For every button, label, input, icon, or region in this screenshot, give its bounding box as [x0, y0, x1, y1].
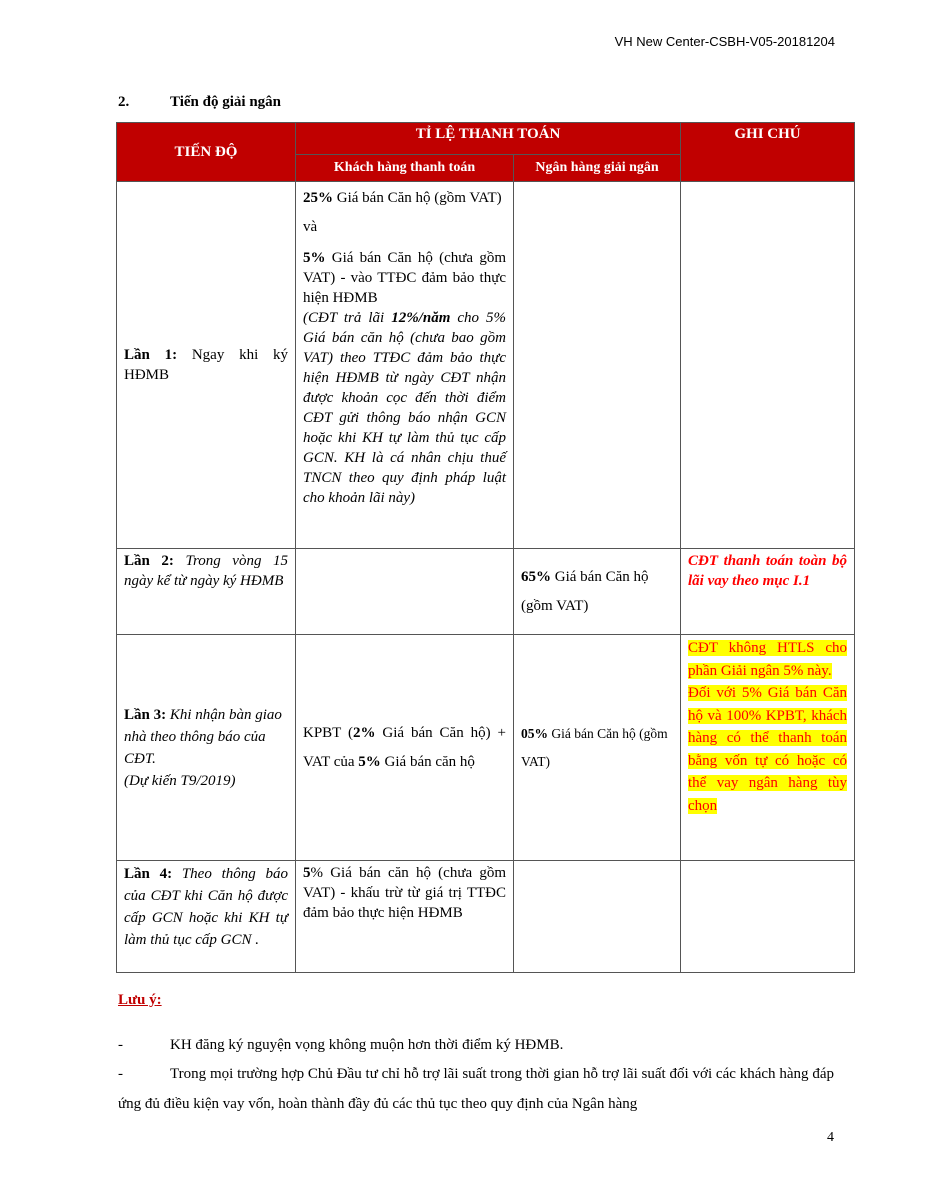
note-cell [681, 861, 855, 973]
stage-cell [117, 635, 296, 861]
table-row [117, 182, 855, 549]
payment-text: KPBT ( [303, 724, 353, 741]
stage-cell [117, 549, 296, 635]
stage-text: Khi nhận bàn giao nhà theo thông báo của CĐT. [124, 706, 282, 767]
highlighted-note: Đối với 5% Giá bán Căn hộ và 100% KPBT, khách hàng có thể thanh toán bằng vốn tự có hoặc có thể vay ngân hàng tùy chọn [688, 685, 848, 814]
percent-value: 5% [303, 250, 326, 266]
payment-text: Giá bán Căn hộ) + VAT của [303, 724, 506, 770]
conjunction-text: và [303, 219, 318, 235]
stage-label: Lần 1: [124, 347, 178, 363]
list-item-text: KH đăng ký nguyện vọng không muộn hơn thời điểm ký HĐMB. [170, 1037, 564, 1053]
note-cell: CĐT thanh toán toàn bộ lãi vay theo mục I.1 [681, 549, 855, 635]
percent-value: 5 [303, 865, 311, 881]
bank-disbursement-cell [514, 549, 681, 635]
interest-note-text: (CĐT trả lãi [303, 310, 392, 326]
header-customer-pays: Khách hàng thanh toán [296, 155, 514, 182]
header-notes: GHI CHÚ [681, 123, 855, 182]
note-cell [681, 182, 855, 549]
bank-disbursement-cell [514, 182, 681, 549]
customer-payment-cell [296, 861, 514, 973]
document-code: VH New Center-CSBH-V05-20181204 [614, 34, 835, 49]
header-progress: TIẾN ĐỘ [117, 123, 296, 182]
interest-rate: 12%/năm [391, 310, 451, 326]
header-payment-rate: TỈ LỆ THANH TOÁN [296, 123, 681, 155]
disbursement-schedule-table [116, 122, 855, 973]
customer-payment-line [303, 248, 506, 308]
payment-text: Giá bán Căn hộ (gồm VAT) [521, 568, 649, 614]
stage-label: Lần 2: [124, 553, 174, 569]
customer-payment-cell [296, 182, 514, 549]
interest-note [303, 308, 506, 508]
table-row [117, 549, 855, 635]
note-cell [681, 635, 855, 861]
bullet-dash: - [118, 1066, 123, 1082]
header-bank-disburses: Ngân hàng giải ngân [514, 155, 681, 182]
stage-cell [117, 182, 296, 549]
payment-text: Giá bán Căn hộ (gồm VAT) [333, 190, 502, 206]
bank-disbursement-cell [514, 635, 681, 861]
list-item [118, 1030, 834, 1060]
table-row [117, 635, 855, 861]
customer-payment-cell [296, 549, 514, 635]
percent-value: 05% [521, 725, 548, 741]
list-item-text: Trong mọi trường hợp Chủ Đầu tư chỉ hỗ trợ lãi suất trong thời gian hỗ trợ lãi suất đối với các khách hàng đáp ứng đủ điều kiện vay vốn, hoàn thành đầy đủ các thủ tục theo quy định của Ngân hàng [118, 1066, 834, 1112]
section-number: 2. [118, 94, 130, 110]
bank-disbursement-cell [514, 861, 681, 973]
customer-payment-line [303, 184, 506, 213]
page-number: 4 [827, 1130, 834, 1145]
stage-label: Lần 4: [124, 866, 173, 882]
list-item [118, 1059, 834, 1119]
notes-title [118, 992, 162, 1009]
stage-text: Trong vòng 15 ngày kể từ ngày ký HĐMB [124, 553, 289, 589]
section-heading [118, 94, 281, 111]
payment-text: Giá bán Căn hộ (gồm VAT) [521, 725, 668, 769]
table-row [117, 861, 855, 973]
customer-payment-cell [296, 635, 514, 861]
stage-label: Lần 3: [124, 706, 167, 723]
stage-text: Theo thông báo của CĐT khi Căn hộ được cấp GCN hoặc khi KH tự làm thủ tục cấp GCN . [124, 866, 288, 948]
payment-text: Giá bán căn hộ [380, 753, 475, 770]
percent-value: 25% [303, 190, 333, 206]
payment-text: % Giá bán căn hộ (chưa gồm VAT) - khấu trừ từ giá trị TTĐC đảm bảo thực hiện HĐMB [303, 865, 506, 921]
notes-title-colon: : [156, 992, 162, 1008]
bullet-dash: - [118, 1037, 123, 1053]
section-title: Tiến độ giải ngân [170, 94, 282, 110]
stage-estimate: (Dự kiến T9/2019) [124, 772, 236, 789]
percent-value: 2% [352, 724, 376, 741]
percent-value: 5% [358, 753, 381, 770]
stage-text: Ngay khi ký HĐMB [124, 347, 288, 383]
stage-cell [117, 861, 296, 973]
interest-note-text: cho 5% Giá bán căn hộ (chưa bao gồm VAT) theo TTĐC đảm bảo thực hiện HĐMB từ ngày CĐT nhận được khoản cọc đến thời điểm CĐT gửi thông báo nhận GCN hoặc khi KH tự làm thủ tục cấp GCN. KH là cá nhân chịu thuế TNCN theo quy định pháp luật cho khoản lãi này) [303, 310, 506, 506]
highlighted-note: CĐT không HTLS cho phần Giải ngân 5% này. [688, 640, 848, 679]
payment-text: Giá bán Căn hộ (chưa gồm VAT) - vào TTĐC đảm bảo thực hiện HĐMB [303, 250, 506, 306]
notes-title-text: Lưu ý [118, 992, 157, 1008]
percent-value: 65% [521, 568, 551, 585]
